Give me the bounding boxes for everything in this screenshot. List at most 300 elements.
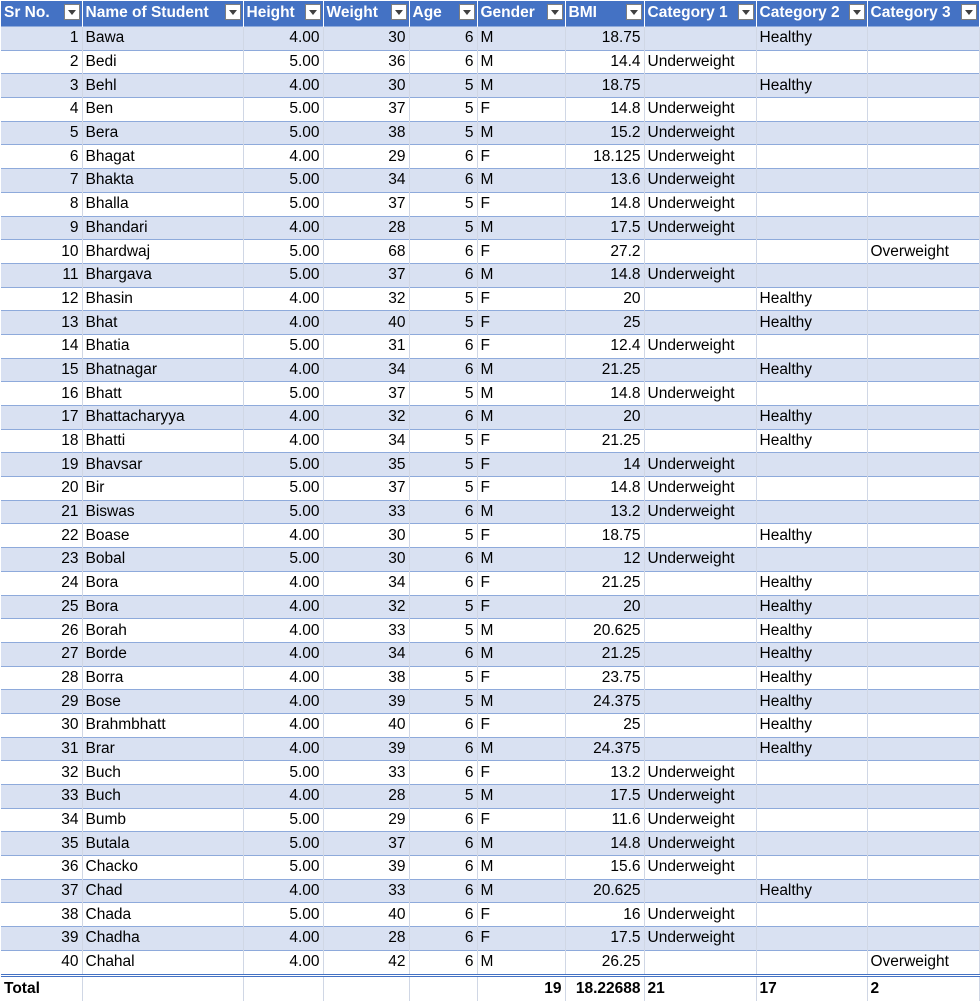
cell-age[interactable]: 6 — [409, 27, 477, 51]
cell-category-3[interactable] — [867, 121, 979, 145]
cell-age[interactable]: 5 — [409, 666, 477, 690]
cell-sr-no[interactable]: 14 — [1, 334, 82, 358]
total-cell-bmi[interactable]: 18.22688 — [565, 975, 644, 1001]
cell-category-3[interactable] — [867, 856, 979, 880]
cell-bmi[interactable]: 14.4 — [565, 50, 644, 74]
cell-weight[interactable]: 37 — [323, 263, 409, 287]
cell-bmi[interactable]: 18.75 — [565, 524, 644, 548]
cell-category-3[interactable] — [867, 619, 979, 643]
cell-height[interactable]: 4.00 — [243, 642, 323, 666]
cell-category-2[interactable] — [756, 98, 867, 122]
cell-category-2[interactable] — [756, 334, 867, 358]
cell-name[interactable]: Borra — [82, 666, 243, 690]
cell-age[interactable]: 6 — [409, 334, 477, 358]
cell-category-1[interactable]: Underweight — [644, 903, 756, 927]
cell-weight[interactable]: 38 — [323, 666, 409, 690]
filter-dropdown-icon[interactable] — [225, 4, 241, 20]
cell-weight[interactable]: 29 — [323, 808, 409, 832]
cell-category-3[interactable] — [867, 429, 979, 453]
total-cell-gender[interactable]: 19 — [477, 975, 565, 1001]
cell-weight[interactable]: 28 — [323, 927, 409, 951]
cell-gender[interactable]: M — [477, 832, 565, 856]
cell-sr-no[interactable]: 3 — [1, 74, 82, 98]
cell-height[interactable]: 4.00 — [243, 216, 323, 240]
cell-category-3[interactable] — [867, 808, 979, 832]
cell-gender[interactable]: M — [477, 216, 565, 240]
total-cell-category-3[interactable]: 2 — [867, 975, 979, 1001]
cell-age[interactable]: 5 — [409, 595, 477, 619]
cell-sr-no[interactable]: 11 — [1, 263, 82, 287]
cell-name[interactable]: Chada — [82, 903, 243, 927]
cell-gender[interactable]: F — [477, 287, 565, 311]
cell-name[interactable]: Butala — [82, 832, 243, 856]
cell-sr-no[interactable]: 40 — [1, 950, 82, 975]
cell-bmi[interactable]: 20.625 — [565, 619, 644, 643]
cell-height[interactable]: 4.00 — [243, 429, 323, 453]
cell-gender[interactable]: M — [477, 263, 565, 287]
cell-category-2[interactable] — [756, 761, 867, 785]
cell-category-3[interactable] — [867, 263, 979, 287]
cell-category-2[interactable] — [756, 240, 867, 264]
cell-bmi[interactable]: 13.6 — [565, 169, 644, 193]
cell-category-2[interactable]: Healthy — [756, 642, 867, 666]
cell-category-2[interactable] — [756, 263, 867, 287]
cell-height[interactable]: 4.00 — [243, 595, 323, 619]
cell-gender[interactable]: F — [477, 145, 565, 169]
cell-gender[interactable]: F — [477, 808, 565, 832]
cell-age[interactable]: 6 — [409, 903, 477, 927]
cell-category-3[interactable] — [867, 311, 979, 335]
cell-name[interactable]: Bhatt — [82, 382, 243, 406]
cell-bmi[interactable]: 25 — [565, 713, 644, 737]
cell-category-3[interactable] — [867, 595, 979, 619]
cell-weight[interactable]: 40 — [323, 713, 409, 737]
cell-category-2[interactable]: Healthy — [756, 690, 867, 714]
cell-weight[interactable]: 30 — [323, 27, 409, 51]
cell-category-2[interactable] — [756, 950, 867, 975]
cell-sr-no[interactable]: 9 — [1, 216, 82, 240]
cell-category-2[interactable]: Healthy — [756, 737, 867, 761]
cell-category-1[interactable]: Underweight — [644, 548, 756, 572]
cell-category-2[interactable] — [756, 169, 867, 193]
cell-sr-no[interactable]: 1 — [1, 27, 82, 51]
filter-dropdown-icon[interactable] — [961, 4, 977, 20]
column-header-age[interactable] — [409, 1, 477, 27]
cell-category-1[interactable] — [644, 666, 756, 690]
cell-category-2[interactable]: Healthy — [756, 358, 867, 382]
cell-bmi[interactable]: 12 — [565, 548, 644, 572]
cell-category-1[interactable] — [644, 950, 756, 975]
total-cell-age[interactable] — [409, 975, 477, 1001]
cell-gender[interactable]: M — [477, 690, 565, 714]
cell-category-1[interactable]: Underweight — [644, 785, 756, 809]
cell-gender[interactable]: F — [477, 571, 565, 595]
cell-name[interactable]: Buch — [82, 761, 243, 785]
cell-category-1[interactable] — [644, 524, 756, 548]
cell-age[interactable]: 5 — [409, 311, 477, 335]
cell-name[interactable]: Bhagat — [82, 145, 243, 169]
cell-name[interactable]: Bhalla — [82, 192, 243, 216]
cell-height[interactable]: 4.00 — [243, 690, 323, 714]
cell-name[interactable]: Bera — [82, 121, 243, 145]
cell-weight[interactable]: 30 — [323, 548, 409, 572]
cell-weight[interactable]: 31 — [323, 334, 409, 358]
cell-height[interactable]: 5.00 — [243, 903, 323, 927]
cell-sr-no[interactable]: 30 — [1, 713, 82, 737]
cell-category-1[interactable]: Underweight — [644, 808, 756, 832]
cell-category-2[interactable]: Healthy — [756, 666, 867, 690]
cell-gender[interactable]: F — [477, 903, 565, 927]
cell-gender[interactable]: F — [477, 240, 565, 264]
cell-bmi[interactable]: 26.25 — [565, 950, 644, 975]
cell-sr-no[interactable]: 26 — [1, 619, 82, 643]
cell-category-2[interactable]: Healthy — [756, 406, 867, 430]
cell-age[interactable]: 5 — [409, 287, 477, 311]
cell-gender[interactable]: F — [477, 713, 565, 737]
cell-age[interactable]: 6 — [409, 761, 477, 785]
cell-category-1[interactable] — [644, 27, 756, 51]
cell-weight[interactable]: 33 — [323, 619, 409, 643]
cell-name[interactable]: Biswas — [82, 500, 243, 524]
cell-bmi[interactable]: 15.6 — [565, 856, 644, 880]
cell-age[interactable]: 6 — [409, 571, 477, 595]
cell-height[interactable]: 5.00 — [243, 334, 323, 358]
cell-height[interactable]: 5.00 — [243, 500, 323, 524]
cell-gender[interactable]: F — [477, 524, 565, 548]
cell-category-2[interactable]: Healthy — [756, 879, 867, 903]
column-header-height[interactable] — [243, 1, 323, 27]
cell-category-3[interactable] — [867, 287, 979, 311]
cell-weight[interactable]: 38 — [323, 121, 409, 145]
cell-bmi[interactable]: 14.8 — [565, 192, 644, 216]
cell-sr-no[interactable]: 39 — [1, 927, 82, 951]
cell-category-3[interactable] — [867, 27, 979, 51]
cell-sr-no[interactable]: 29 — [1, 690, 82, 714]
cell-weight[interactable]: 37 — [323, 382, 409, 406]
cell-category-3[interactable] — [867, 98, 979, 122]
cell-bmi[interactable]: 14.8 — [565, 477, 644, 501]
cell-weight[interactable]: 42 — [323, 950, 409, 975]
cell-category-2[interactable] — [756, 121, 867, 145]
cell-gender[interactable]: M — [477, 950, 565, 975]
cell-name[interactable]: Bhat — [82, 311, 243, 335]
cell-height[interactable]: 4.00 — [243, 666, 323, 690]
cell-weight[interactable]: 37 — [323, 192, 409, 216]
cell-category-3[interactable] — [867, 50, 979, 74]
cell-category-2[interactable] — [756, 832, 867, 856]
cell-category-2[interactable] — [756, 216, 867, 240]
cell-gender[interactable]: F — [477, 477, 565, 501]
column-header-gender[interactable] — [477, 1, 565, 27]
cell-sr-no[interactable]: 37 — [1, 879, 82, 903]
cell-weight[interactable]: 32 — [323, 595, 409, 619]
cell-height[interactable]: 4.00 — [243, 927, 323, 951]
cell-category-3[interactable] — [867, 358, 979, 382]
cell-name[interactable]: Bhakta — [82, 169, 243, 193]
cell-weight[interactable]: 40 — [323, 903, 409, 927]
cell-weight[interactable]: 33 — [323, 761, 409, 785]
cell-category-1[interactable]: Underweight — [644, 832, 756, 856]
cell-name[interactable]: Bora — [82, 571, 243, 595]
cell-category-3[interactable]: Overweight — [867, 240, 979, 264]
cell-weight[interactable]: 34 — [323, 358, 409, 382]
cell-name[interactable]: Bhatnagar — [82, 358, 243, 382]
cell-age[interactable]: 6 — [409, 927, 477, 951]
cell-bmi[interactable]: 14.8 — [565, 263, 644, 287]
filter-dropdown-icon[interactable] — [738, 4, 754, 20]
cell-category-2[interactable] — [756, 477, 867, 501]
cell-gender[interactable]: M — [477, 642, 565, 666]
cell-age[interactable]: 6 — [409, 950, 477, 975]
cell-bmi[interactable]: 14 — [565, 453, 644, 477]
cell-category-2[interactable]: Healthy — [756, 74, 867, 98]
filter-dropdown-icon[interactable] — [305, 4, 321, 20]
filter-dropdown-icon[interactable] — [459, 4, 475, 20]
cell-height[interactable]: 4.00 — [243, 737, 323, 761]
cell-gender[interactable]: F — [477, 98, 565, 122]
column-header-name[interactable] — [82, 1, 243, 27]
cell-category-3[interactable] — [867, 334, 979, 358]
cell-category-1[interactable]: Underweight — [644, 927, 756, 951]
cell-category-2[interactable]: Healthy — [756, 311, 867, 335]
cell-gender[interactable]: M — [477, 169, 565, 193]
cell-sr-no[interactable]: 10 — [1, 240, 82, 264]
cell-weight[interactable]: 30 — [323, 74, 409, 98]
cell-gender[interactable]: M — [477, 27, 565, 51]
cell-category-1[interactable]: Underweight — [644, 334, 756, 358]
cell-height[interactable]: 4.00 — [243, 950, 323, 975]
cell-name[interactable]: Bedi — [82, 50, 243, 74]
column-header-bmi[interactable] — [565, 1, 644, 27]
cell-height[interactable]: 5.00 — [243, 477, 323, 501]
total-cell-name[interactable] — [82, 975, 243, 1001]
cell-age[interactable]: 5 — [409, 524, 477, 548]
cell-category-3[interactable] — [867, 903, 979, 927]
cell-category-3[interactable] — [867, 927, 979, 951]
cell-weight[interactable]: 37 — [323, 98, 409, 122]
cell-age[interactable]: 5 — [409, 619, 477, 643]
cell-category-2[interactable]: Healthy — [756, 27, 867, 51]
cell-gender[interactable]: F — [477, 927, 565, 951]
cell-category-3[interactable] — [867, 666, 979, 690]
cell-category-3[interactable] — [867, 406, 979, 430]
cell-age[interactable]: 5 — [409, 121, 477, 145]
cell-category-1[interactable] — [644, 287, 756, 311]
cell-name[interactable]: Chad — [82, 879, 243, 903]
cell-age[interactable]: 6 — [409, 169, 477, 193]
cell-weight[interactable]: 34 — [323, 642, 409, 666]
cell-name[interactable]: Chacko — [82, 856, 243, 880]
cell-height[interactable]: 5.00 — [243, 263, 323, 287]
cell-height[interactable]: 5.00 — [243, 50, 323, 74]
cell-category-3[interactable] — [867, 477, 979, 501]
cell-age[interactable]: 6 — [409, 879, 477, 903]
cell-category-2[interactable] — [756, 903, 867, 927]
cell-category-3[interactable] — [867, 74, 979, 98]
filter-dropdown-icon[interactable] — [626, 4, 642, 20]
cell-age[interactable]: 6 — [409, 50, 477, 74]
cell-height[interactable]: 4.00 — [243, 713, 323, 737]
cell-category-2[interactable]: Healthy — [756, 571, 867, 595]
cell-category-1[interactable]: Underweight — [644, 121, 756, 145]
cell-category-2[interactable]: Healthy — [756, 524, 867, 548]
cell-category-1[interactable]: Underweight — [644, 477, 756, 501]
cell-bmi[interactable]: 21.25 — [565, 358, 644, 382]
cell-height[interactable]: 5.00 — [243, 240, 323, 264]
cell-category-2[interactable]: Healthy — [756, 429, 867, 453]
cell-bmi[interactable]: 21.25 — [565, 429, 644, 453]
cell-category-2[interactable] — [756, 50, 867, 74]
cell-category-1[interactable]: Underweight — [644, 382, 756, 406]
cell-height[interactable]: 5.00 — [243, 382, 323, 406]
cell-category-2[interactable]: Healthy — [756, 287, 867, 311]
cell-category-1[interactable]: Underweight — [644, 453, 756, 477]
cell-age[interactable]: 6 — [409, 358, 477, 382]
cell-category-2[interactable]: Healthy — [756, 619, 867, 643]
cell-category-1[interactable] — [644, 240, 756, 264]
cell-height[interactable]: 4.00 — [243, 358, 323, 382]
cell-category-1[interactable] — [644, 690, 756, 714]
cell-sr-no[interactable]: 20 — [1, 477, 82, 501]
cell-category-3[interactable] — [867, 690, 979, 714]
cell-bmi[interactable]: 18.125 — [565, 145, 644, 169]
column-header-category-2[interactable] — [756, 1, 867, 27]
cell-category-3[interactable] — [867, 713, 979, 737]
cell-sr-no[interactable]: 21 — [1, 500, 82, 524]
cell-name[interactable]: Bhavsar — [82, 453, 243, 477]
cell-name[interactable]: Bhargava — [82, 263, 243, 287]
cell-height[interactable]: 4.00 — [243, 879, 323, 903]
cell-height[interactable]: 4.00 — [243, 571, 323, 595]
cell-sr-no[interactable]: 34 — [1, 808, 82, 832]
cell-category-3[interactable]: Overweight — [867, 950, 979, 975]
cell-sr-no[interactable]: 28 — [1, 666, 82, 690]
cell-bmi[interactable]: 27.2 — [565, 240, 644, 264]
cell-category-3[interactable] — [867, 524, 979, 548]
cell-gender[interactable]: M — [477, 382, 565, 406]
cell-weight[interactable]: 68 — [323, 240, 409, 264]
cell-weight[interactable]: 33 — [323, 500, 409, 524]
cell-weight[interactable]: 36 — [323, 50, 409, 74]
cell-bmi[interactable]: 15.2 — [565, 121, 644, 145]
cell-category-2[interactable] — [756, 500, 867, 524]
cell-height[interactable]: 5.00 — [243, 169, 323, 193]
cell-category-3[interactable] — [867, 737, 979, 761]
filter-dropdown-icon[interactable] — [64, 4, 80, 20]
cell-sr-no[interactable]: 15 — [1, 358, 82, 382]
cell-weight[interactable]: 35 — [323, 453, 409, 477]
cell-name[interactable]: Borde — [82, 642, 243, 666]
cell-category-1[interactable] — [644, 619, 756, 643]
cell-gender[interactable]: M — [477, 856, 565, 880]
cell-category-2[interactable] — [756, 453, 867, 477]
cell-category-3[interactable] — [867, 169, 979, 193]
cell-sr-no[interactable]: 13 — [1, 311, 82, 335]
cell-sr-no[interactable]: 32 — [1, 761, 82, 785]
total-cell-sr-no[interactable]: Total — [1, 975, 82, 1001]
cell-weight[interactable]: 34 — [323, 429, 409, 453]
total-cell-category-2[interactable]: 17 — [756, 975, 867, 1001]
cell-name[interactable]: Borah — [82, 619, 243, 643]
cell-category-3[interactable] — [867, 216, 979, 240]
cell-height[interactable]: 5.00 — [243, 453, 323, 477]
cell-name[interactable]: Boase — [82, 524, 243, 548]
cell-category-2[interactable] — [756, 785, 867, 809]
cell-sr-no[interactable]: 16 — [1, 382, 82, 406]
cell-gender[interactable]: M — [477, 879, 565, 903]
cell-height[interactable]: 4.00 — [243, 27, 323, 51]
cell-age[interactable]: 5 — [409, 453, 477, 477]
cell-sr-no[interactable]: 25 — [1, 595, 82, 619]
cell-height[interactable]: 4.00 — [243, 145, 323, 169]
cell-bmi[interactable]: 20 — [565, 406, 644, 430]
cell-sr-no[interactable]: 18 — [1, 429, 82, 453]
cell-sr-no[interactable]: 7 — [1, 169, 82, 193]
cell-weight[interactable]: 29 — [323, 145, 409, 169]
cell-name[interactable]: Bhardwaj — [82, 240, 243, 264]
cell-category-1[interactable]: Underweight — [644, 856, 756, 880]
cell-bmi[interactable]: 21.25 — [565, 642, 644, 666]
cell-sr-no[interactable]: 38 — [1, 903, 82, 927]
column-header-category-3[interactable] — [867, 1, 979, 27]
cell-sr-no[interactable]: 2 — [1, 50, 82, 74]
cell-sr-no[interactable]: 4 — [1, 98, 82, 122]
cell-category-3[interactable] — [867, 382, 979, 406]
cell-sr-no[interactable]: 35 — [1, 832, 82, 856]
cell-age[interactable]: 6 — [409, 808, 477, 832]
cell-bmi[interactable]: 17.5 — [565, 216, 644, 240]
cell-bmi[interactable]: 14.8 — [565, 832, 644, 856]
cell-age[interactable]: 5 — [409, 429, 477, 453]
cell-height[interactable]: 4.00 — [243, 785, 323, 809]
column-header-category-1[interactable] — [644, 1, 756, 27]
cell-category-2[interactable] — [756, 856, 867, 880]
total-cell-height[interactable] — [243, 975, 323, 1001]
cell-gender[interactable]: F — [477, 453, 565, 477]
cell-name[interactable]: Bhatti — [82, 429, 243, 453]
filter-dropdown-icon[interactable] — [547, 4, 563, 20]
column-header-sr-no[interactable] — [1, 1, 82, 27]
cell-category-3[interactable] — [867, 548, 979, 572]
cell-height[interactable]: 5.00 — [243, 192, 323, 216]
cell-name[interactable]: Brahmbhatt — [82, 713, 243, 737]
cell-sr-no[interactable]: 5 — [1, 121, 82, 145]
cell-age[interactable]: 6 — [409, 263, 477, 287]
cell-category-2[interactable] — [756, 548, 867, 572]
cell-height[interactable]: 4.00 — [243, 524, 323, 548]
cell-bmi[interactable]: 23.75 — [565, 666, 644, 690]
cell-height[interactable]: 5.00 — [243, 121, 323, 145]
cell-name[interactable]: Brar — [82, 737, 243, 761]
cell-gender[interactable]: M — [477, 619, 565, 643]
cell-category-1[interactable] — [644, 406, 756, 430]
cell-category-3[interactable] — [867, 145, 979, 169]
total-cell-weight[interactable] — [323, 975, 409, 1001]
cell-name[interactable]: Bose — [82, 690, 243, 714]
cell-gender[interactable]: F — [477, 192, 565, 216]
cell-category-1[interactable]: Underweight — [644, 98, 756, 122]
cell-category-1[interactable] — [644, 595, 756, 619]
cell-age[interactable]: 6 — [409, 240, 477, 264]
cell-category-3[interactable] — [867, 453, 979, 477]
cell-category-2[interactable] — [756, 927, 867, 951]
cell-gender[interactable]: M — [477, 737, 565, 761]
cell-weight[interactable]: 34 — [323, 571, 409, 595]
cell-weight[interactable]: 39 — [323, 690, 409, 714]
cell-weight[interactable]: 40 — [323, 311, 409, 335]
cell-name[interactable]: Chahal — [82, 950, 243, 975]
cell-bmi[interactable]: 24.375 — [565, 737, 644, 761]
